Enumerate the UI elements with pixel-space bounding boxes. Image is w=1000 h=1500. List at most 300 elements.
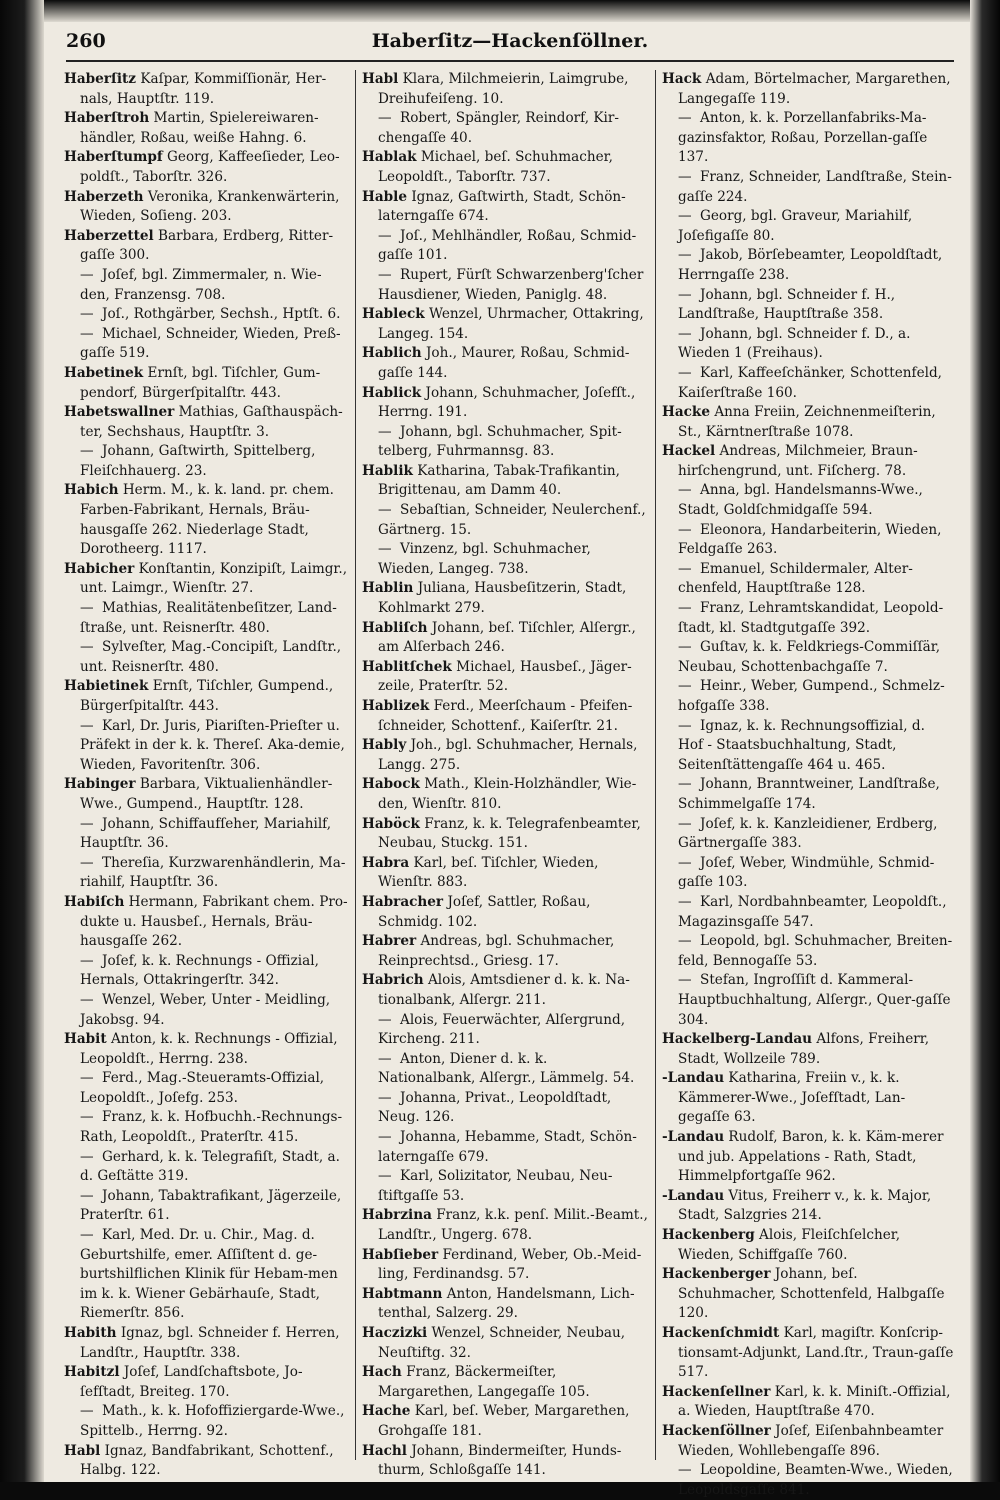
entry-details: Franz, Schneider, Landſtraße, Stein-gaſſe 224.	[678, 168, 952, 205]
entry-details: Anton, k. k. Rechnungs - Offizial, Leopoldſt., Herrng. 238.	[80, 1031, 338, 1067]
directory-entry	[64, 70, 350, 109]
entry-surname: Habl	[362, 71, 399, 87]
entry-details: Alfons, Freiherr, Stadt, Wollzeile 789.	[678, 1031, 930, 1067]
entry-dash: —	[80, 306, 94, 323]
entry-details: Joſef, Eiſenbahnbeamter Wieden, Wohllebengaſſe 896.	[678, 1422, 944, 1459]
entry-details: Joſef, k. k. Kanzleidiener, Erdberg, Gärtnergaſſe 383.	[678, 815, 938, 852]
entry-details: Eleonora, Handarbeiterin, Wieden, Feldgaſſe 263.	[678, 521, 942, 558]
entry-surname: Hable	[362, 188, 407, 205]
entry-surname: Hack	[662, 71, 702, 87]
entry-dash: —	[678, 717, 692, 734]
entry-dash: —	[378, 1050, 392, 1067]
directory-entry	[64, 364, 350, 403]
directory-entry	[662, 481, 954, 520]
entry-details: Joh., bgl. Schuhmacher, Hernals, Langg. 275.	[378, 737, 638, 773]
entry-details: Martin, Spielereiwaren-händler, Roßau, weiße Hahng. 6.	[80, 110, 319, 146]
directory-entry	[362, 658, 648, 697]
directory-entry	[662, 109, 954, 168]
entry-details: Robert, Spängler, Reindorf, Kir-chengaſſe 40.	[378, 110, 619, 146]
directory-entry	[362, 70, 648, 109]
running-title: Haberſitz—Hackenſöllner.	[371, 30, 649, 52]
entry-surname: Habetswallner	[64, 404, 175, 421]
directory-entry	[662, 521, 954, 560]
directory-entry	[362, 305, 648, 344]
entry-dash: —	[378, 266, 392, 283]
directory-entry	[362, 932, 648, 971]
directory-entry	[362, 775, 648, 814]
entry-details: Karl, beſ. Tiſchler, Wieden, Wienſtr. 883.	[378, 854, 599, 891]
entry-dash: —	[678, 110, 692, 127]
entry-details: Johann, Gaſtwirth, Spittelberg, Fleiſchhauerg. 23.	[80, 443, 316, 479]
entry-details: Karl, magiſtr. Konſcrip-tionsamt-Adjunkt, Land.ſtr., Traun-gaſſe 517.	[678, 1325, 954, 1381]
directory-entry	[362, 619, 648, 658]
entry-surname: Habſieber	[362, 1246, 439, 1263]
entry-surname: Hache	[362, 1403, 411, 1420]
entry-details: Johann, bgl. Schuhmacher, Spit-telberg, Fuhrmannsg. 83.	[378, 423, 622, 460]
entry-dash: —	[678, 247, 692, 264]
directory-entry	[662, 893, 954, 932]
directory-entry	[662, 1324, 954, 1383]
entry-surname: Haberſitz	[64, 71, 136, 87]
entry-details: Anton, Handelsmann, Lich-tenthal, Salzerg. 29.	[378, 1285, 635, 1322]
entry-details: Wenzel, Weber, Unter - Meidling, Jakobsg. 94.	[80, 991, 331, 1028]
entry-surname: Hackel	[662, 443, 716, 460]
directory-entry	[662, 815, 954, 854]
entry-details: Karl, Nordbahnbeamter, Leopoldſt., Magazinsgaſſe 547.	[678, 893, 947, 930]
directory-entry	[64, 1108, 350, 1147]
entry-surname: Hablizek	[362, 698, 430, 714]
entry-surname: Habrich	[362, 972, 424, 989]
entry-surname: Habrer	[362, 933, 417, 950]
directory-entry	[64, 1363, 350, 1402]
entry-details: Katharina, Tabak-Trafikantin, Brigittenau, am Damm 40.	[378, 462, 620, 499]
entry-details: Klara, Milchmeierin, Laimgrube, Dreihufeiſeng. 10.	[378, 71, 629, 107]
entry-details: Joſef, bgl. Zimmermaler, n. Wie-den, Franzensg. 708.	[80, 266, 322, 303]
entry-surname: Hackenſöllner	[662, 1422, 771, 1439]
directory-entry	[362, 815, 648, 854]
entry-details: Joſ., Rothgärber, Sechsh., Hptſt. 6.	[102, 306, 341, 323]
entry-details: Veronika, Krankenwärterin, Wieden, Soſieng. 203.	[80, 188, 340, 225]
entry-surname: Hableck	[362, 306, 425, 323]
directory-entry	[662, 403, 954, 442]
scan-right-edge	[970, 0, 1000, 1482]
entry-details: Franz, Lehramtskandidat, Leopold-ſtadt, kl. Stadtgutgaſſe 392.	[678, 600, 944, 636]
directory-entry	[64, 854, 350, 893]
entry-details: Georg, Kaffeeſieder, Leo-poldſt., Taborſtr. 326.	[80, 149, 340, 185]
entry-surname: Habith	[64, 1325, 117, 1341]
directory-entry	[64, 638, 350, 677]
page-header	[66, 30, 954, 62]
directory-entry	[662, 246, 954, 285]
entry-surname: Habock	[362, 776, 420, 793]
entry-details: Andreas, bgl. Schuhmacher, Reinprechtsd., Griesg. 17.	[378, 933, 615, 969]
entry-surname: Hablick	[362, 384, 422, 401]
entry-details: Rupert, Fürſt Schwarzenberg'ſcher Hausdiener, Wieden, Paniglg. 48.	[378, 266, 644, 303]
entry-details: Jakob, Börſebeamter, Leopoldſtadt, Herrngaſſe 238.	[678, 247, 943, 283]
directory-entry	[362, 266, 648, 305]
directory-entry	[662, 932, 954, 971]
directory-entry	[362, 1011, 648, 1050]
entry-details: Thereſia, Kurzwarenhändlerin, Ma-riahilf, Hauptſtr. 36.	[80, 854, 346, 891]
entry-details: Johann, beſ. Schuhmacher, Schottenfeld, Halbgaſſe 120.	[678, 1266, 945, 1322]
directory-entry	[662, 638, 954, 677]
entry-details: Herm. M., k. k. land. pr. chem. Farben-Fabrikant, Hernals, Bräu-hausgaſſe 262. Niederlage Stadt, Dorotheerg. 1117.	[80, 482, 334, 558]
entry-details: Ernſt, bgl. Tiſchler, Gum-pendorf, Bürgerſpitalſtr. 443.	[80, 364, 321, 401]
entry-details: Rudolf, Baron, k. k. Käm-merer und jub. Appelations - Rath, Stadt, Himmelpfortgaſſe 962.	[678, 1129, 944, 1185]
entry-surname: Hably	[362, 737, 407, 754]
entry-surname: Habliſch	[362, 619, 428, 636]
entry-details: Adam, Börtelmacher, Margarethen, Langegaſſe 119.	[678, 71, 951, 107]
entry-dash: —	[678, 208, 692, 225]
directory-entry	[64, 815, 350, 854]
directory-entry	[362, 579, 648, 618]
directory-entry	[662, 325, 954, 364]
entry-details: Alois, Fleiſchſelcher, Wieden, Schiffgaſſe 760.	[678, 1227, 901, 1263]
entry-details: Anna, bgl. Handelsmanns-Wwe., Stadt, Goldſchmidgaſſe 594.	[678, 482, 923, 519]
entry-dash: —	[678, 815, 692, 832]
entry-details: Vitus, Freiherr v., k. k. Major, Stadt, Salzgries 214.	[678, 1187, 932, 1224]
directory-column-1	[64, 70, 350, 1479]
entry-dash: —	[678, 678, 692, 695]
entry-surname: Habra	[362, 854, 410, 871]
entry-surname: Haberzettel	[64, 227, 154, 244]
directory-entry	[64, 1148, 350, 1187]
directory-column-2	[362, 70, 648, 1479]
directory-entry	[662, 1461, 954, 1500]
entry-details: Alois, Feuerwächter, Alſergrund, Kircheng. 211.	[378, 1011, 626, 1048]
directory-entry	[362, 344, 648, 383]
entry-details: Johann, Branntweiner, Landſtraße, Schimmelgaſſe 174.	[678, 776, 940, 812]
directory-entry	[362, 462, 648, 501]
entry-surname: Hablik	[362, 462, 413, 479]
entry-details: Michael, beſ. Schuhmacher, Leopoldſt., Taborſtr. 737.	[378, 149, 614, 185]
entry-details: Math., k. k. Hofoffiziergarde-Wwe., Spittelb., Herrng. 92.	[80, 1403, 345, 1439]
column-divider	[355, 70, 356, 1460]
entry-details: Johann, bgl. Schneider f. D., a. Wieden 1 (Freihaus).	[678, 325, 911, 362]
entry-surname: Habl	[64, 1442, 101, 1459]
directory-entry	[362, 148, 648, 187]
entry-dash: —	[678, 325, 692, 342]
entry-dash: —	[80, 1109, 94, 1126]
directory-entry	[362, 501, 648, 540]
directory-entry	[662, 1069, 954, 1128]
directory-entry	[362, 1324, 648, 1363]
directory-entry	[362, 1206, 648, 1245]
directory-entry	[662, 775, 954, 814]
directory-entry	[362, 736, 648, 775]
directory-entry	[662, 854, 954, 893]
entry-surname: Hach	[362, 1364, 402, 1381]
entry-surname: Habich	[64, 482, 119, 499]
entry-details: Heinr., Weber, Gumpend., Schmelz-hofgaſſe 338.	[678, 678, 945, 714]
directory-entry	[362, 423, 648, 462]
entry-surname: Haberſtumpf	[64, 149, 163, 166]
entry-details: Wenzel, Schneider, Neubau, Neuſtiftg. 32.	[378, 1325, 626, 1361]
entry-details: Ignaz, Bandfabrikant, Schottenf., Halbg. 122.	[80, 1442, 334, 1479]
directory-entry	[362, 1402, 648, 1441]
directory-entry	[64, 1402, 350, 1441]
entry-details: Kaſpar, Kommiſſionär, Her-nals, Hauptſtr. 119.	[80, 71, 327, 107]
directory-entry	[662, 1226, 954, 1265]
entry-dash: —	[80, 815, 94, 832]
entry-details: Karl, Kaffeeſchänker, Schottenfeld, Kaiſerſtraße 160.	[678, 364, 942, 401]
entry-details: Karl, Solizitator, Neubau, Neu-ſtiftgaſſe 53.	[378, 1168, 613, 1204]
directory-entry	[64, 325, 350, 364]
entry-details: Joſef, Landſchaftsbote, Jo-ſefſtadt, Breiteg. 170.	[80, 1364, 303, 1400]
entry-surname: Haczizki	[362, 1325, 428, 1341]
entry-dash: —	[80, 1227, 94, 1244]
entry-dash: —	[378, 1129, 392, 1146]
directory-entry	[64, 717, 350, 776]
entry-dash: —	[678, 1462, 692, 1479]
directory-entry	[64, 227, 350, 266]
entry-surname: Haberſtroh	[64, 110, 150, 127]
entry-surname: Hacke	[662, 404, 710, 421]
entry-surname: Habtmann	[362, 1285, 443, 1302]
entry-details: Anton, Diener d. k. k. Nationalbank, Alſergr., Lämmelg. 54.	[378, 1050, 635, 1087]
directory-entry	[662, 971, 954, 1030]
column-divider	[655, 70, 656, 1460]
directory-entry	[64, 1442, 350, 1481]
entry-dash: —	[80, 443, 94, 460]
directory-entry	[362, 1442, 648, 1481]
entry-dash: —	[80, 717, 94, 734]
entry-surname: Habietinek	[64, 678, 149, 695]
entry-surname: Habit	[64, 1031, 107, 1048]
entry-dash: —	[80, 952, 94, 969]
entry-surname: -Landau	[662, 1187, 725, 1204]
entry-details: Karl, k. k. Miniſt.-Offizial, a. Wieden, Hauptſtraße 470.	[678, 1383, 951, 1420]
entry-details: Johann, Schiffaufſeher, Mariahilf, Hauptſtr. 36.	[80, 815, 332, 852]
directory-entry	[64, 1069, 350, 1108]
directory-entry	[662, 442, 954, 481]
entry-surname: Habitzl	[64, 1364, 120, 1381]
entry-details: Ferd., Meerſchaum - Pfeifen-ſchneider, Schottenf., Kaiſerſtr. 21.	[378, 698, 633, 734]
directory-entry	[362, 540, 648, 579]
directory-entry	[64, 677, 350, 716]
entry-surname: Habicher	[64, 560, 135, 577]
entry-details: Ignaz, bgl. Schneider f. Herren, Landſtr., Hauptſtr. 338.	[80, 1325, 340, 1361]
directory-entry	[662, 1187, 954, 1226]
entry-details: Michael, Hausbeſ., Jäger-zeile, Praterſtr. 52.	[378, 658, 632, 695]
entry-surname: Hablin	[362, 580, 414, 597]
entry-surname: Hackenberg	[662, 1227, 755, 1244]
entry-details: Joh., Maurer, Roßau, Schmid-gaſſe 144.	[378, 345, 630, 381]
entry-surname: Habrzina	[362, 1207, 432, 1224]
directory-entry	[362, 893, 648, 932]
entry-surname: Habracher	[362, 893, 444, 910]
entry-dash: —	[678, 482, 692, 499]
entry-details: Joſef, Sattler, Roßau, Schmidg. 102.	[378, 893, 591, 930]
directory-entry	[362, 1089, 648, 1128]
directory-entry	[362, 1246, 648, 1285]
entry-details: Johann, bgl. Schneider f. H., Landſtraße, Hauptſtraße 358.	[678, 286, 896, 323]
directory-entry	[662, 677, 954, 716]
entry-dash: —	[80, 266, 94, 283]
directory-entry	[362, 971, 648, 1010]
entry-details: Ferd., Mag.-Steueramts-Offizial, Leopoldſt., Joſefg. 253.	[80, 1070, 325, 1106]
directory-entry	[362, 1167, 648, 1206]
entry-dash: —	[378, 1168, 392, 1185]
directory-entry	[362, 1363, 648, 1402]
entry-dash: —	[80, 1148, 94, 1165]
entry-surname: Haberzeth	[64, 188, 144, 205]
entry-surname: Hablich	[362, 345, 422, 362]
entry-dash: —	[678, 600, 692, 617]
directory-entry	[64, 775, 350, 814]
entry-dash: —	[80, 1187, 94, 1204]
entry-dash: —	[678, 286, 692, 303]
entry-dash: —	[378, 227, 392, 244]
directory-entry	[662, 364, 954, 403]
entry-details: Barbara, Viktualienhändler-Wwe., Gumpend., Hauptſtr. 128.	[80, 776, 333, 812]
entry-details: Juliana, Hausbeſitzerin, Stadt, Kohlmarkt 279.	[378, 580, 627, 617]
entry-details: Wenzel, Uhrmacher, Ottakring, Langeg. 154.	[378, 306, 644, 342]
entry-details: Konſtantin, Konzipiſt, Laimgr., unt. Laimgr., Wienſtr. 27.	[80, 560, 348, 597]
directory-entry	[662, 207, 954, 246]
entry-dash: —	[80, 639, 94, 656]
entry-details: Barbara, Erdberg, Ritter-gaſſe 300.	[80, 227, 334, 264]
entry-dash: —	[378, 502, 392, 519]
entry-dash: —	[678, 776, 692, 793]
entry-dash: —	[678, 168, 692, 185]
page-number: 260	[66, 30, 106, 52]
entry-details: Franz, k.k. penſ. Milit.-Beamt., Landſtr., Ungerg. 678.	[378, 1207, 648, 1244]
directory-entry	[662, 599, 954, 638]
entry-dash: —	[80, 1070, 94, 1087]
entry-dash: —	[678, 560, 692, 577]
directory-entry	[64, 305, 350, 325]
entry-surname: Hackenſellner	[662, 1383, 771, 1400]
directory-entry	[362, 1285, 648, 1324]
entry-surname: -Landau	[662, 1129, 725, 1146]
scan-left-edge	[0, 0, 44, 1482]
entry-dash: —	[378, 541, 392, 558]
entry-details: Leopold, bgl. Schuhmacher, Breiten-feld, Bennogaſſe 53.	[678, 933, 953, 969]
directory-entry	[64, 403, 350, 442]
entry-details: Mathias, Gaſthauspäch-ter, Sechshaus, Hauptſtr. 3.	[80, 404, 343, 440]
entry-details: Johanna, Hebamme, Stadt, Schön-laterngaſſe 679.	[378, 1129, 637, 1165]
entry-surname: Hachl	[362, 1442, 407, 1459]
entry-details: Johanna, Privat., Leopoldſtadt, Neug. 126.	[378, 1089, 612, 1126]
entry-dash: —	[678, 364, 692, 381]
entry-details: Franz, k. k. Hofbuchh.-Rechnungs-Rath, Leopoldſt., Praterſtr. 415.	[80, 1109, 343, 1146]
directory-entry	[662, 560, 954, 599]
entry-details: Ignaz, k. k. Rechnungsoffizial, d. Hof - Staatsbuchhaltung, Stadt, Seitenſtättengaſſe 464 u. 465.	[678, 717, 925, 773]
directory-entry	[64, 1030, 350, 1069]
directory-entry	[64, 442, 350, 481]
entry-dash: —	[80, 991, 94, 1008]
entry-details: Ernſt, Tiſchler, Gumpend., Bürgerſpitalſtr. 443.	[80, 678, 334, 714]
directory-entry	[362, 188, 648, 227]
entry-details: Gerhard, k. k. Telegrafiſt, Stadt, a. d. Geſtätte 319.	[80, 1148, 340, 1185]
directory-column-3	[662, 70, 954, 1498]
entry-details: Ferdinand, Weber, Ob.-Meid-ling, Ferdinandsg. 57.	[378, 1246, 642, 1283]
entry-dash: —	[80, 600, 94, 617]
directory-entry	[662, 1265, 954, 1324]
directory-entry	[662, 717, 954, 776]
directory-entry	[362, 697, 648, 736]
entry-dash: —	[678, 521, 692, 538]
entry-details: Vinzenz, bgl. Schuhmacher, Wieden, Langeg. 738.	[378, 541, 591, 577]
entry-dash: —	[378, 423, 392, 440]
entry-dash: —	[678, 893, 692, 910]
directory-entry	[662, 1422, 954, 1461]
entry-surname: Hackenberger	[662, 1266, 771, 1283]
entry-dash: —	[678, 854, 692, 871]
directory-entry	[362, 384, 648, 423]
directory-entry	[662, 1383, 954, 1422]
entry-details: Leopoldine, Beamten-Wwe., Wieden, Leopoldsgaſſe 841.	[678, 1462, 953, 1498]
entry-surname: Hackenſchmidt	[662, 1325, 780, 1341]
directory-entry	[64, 560, 350, 599]
directory-entry	[662, 70, 954, 109]
entry-details: Emanuel, Schildermaler, Alter-chenfeld, Hauptſtraße 128.	[678, 560, 913, 597]
directory-entry	[362, 109, 648, 148]
directory-entry	[64, 952, 350, 991]
entry-dash: —	[678, 933, 692, 950]
entry-details: Franz, Bäckermeiſter, Margarethen, Langegaſſe 105.	[378, 1364, 590, 1400]
entry-details: Michael, Schneider, Wieden, Preß-gaſſe 519.	[80, 325, 341, 362]
entry-dash: —	[80, 1403, 94, 1420]
entry-details: Guſtav, k. k. Feldkriegs-Commiſſär, Neubau, Schottenbachgaſſe 7.	[678, 639, 941, 675]
directory-entry	[662, 286, 954, 325]
entry-details: Sebaſtian, Schneider, Neulerchenf., Gärtnerg. 15.	[378, 502, 646, 538]
entry-details: Andreas, Milchmeier, Braun-hirſchengrund, unt. Fiſcherg. 78.	[678, 443, 918, 479]
entry-details: Johann, beſ. Tiſchler, Alſergr., am Alſerbach 246.	[378, 619, 636, 656]
entry-details: Johann, Bindermeiſter, Hunds-thurm, Schloßgaſſe 141.	[378, 1442, 622, 1479]
directory-entry	[64, 481, 350, 559]
directory-entry	[64, 1187, 350, 1226]
entry-details: Katharina, Freiin v., k. k. Kämmerer-Wwe., Joſefſtadt, Lan-gegaſſe 63.	[678, 1070, 906, 1126]
entry-details: Ignaz, Gaſtwirth, Stadt, Schön-laterngaſſe 674.	[378, 188, 626, 225]
entry-details: Karl, Med. Dr. u. Chir., Mag. d. Geburtshilfe, emer. Aſſiſtent d. ge-burtshilflichen Klinik für Hebam-men im k. k. Wiener Gebärhauſe, Stadt, Riemerſtr. 856.	[80, 1227, 338, 1322]
entry-surname: Hackelberg-Landau	[662, 1031, 813, 1048]
directory-entry	[662, 168, 954, 207]
entry-dash: —	[678, 639, 692, 656]
entry-surname: Habinger	[64, 776, 136, 793]
entry-details: Joſ., Mehlhändler, Roßau, Schmid-gaſſe 101.	[378, 227, 637, 264]
entry-surname: Habetinek	[64, 364, 144, 381]
entry-surname: Hablitſchek	[362, 658, 452, 675]
entry-surname: Haböck	[362, 815, 420, 832]
directory-entry	[362, 854, 648, 893]
entry-dash: —	[378, 1089, 392, 1106]
entry-dash: —	[80, 325, 94, 342]
directory-entry	[64, 1226, 350, 1324]
directory-entry	[362, 1128, 648, 1167]
entry-surname: Hablak	[362, 149, 417, 166]
directory-entry	[64, 599, 350, 638]
scan-top-edge	[0, 0, 1000, 22]
entry-details: Karl, Dr. Juris, Piariſten-Prieſter u. Präfekt in der k. k. Thereſ. Aka-demie, Wieden, Favoritenſtr. 306.	[80, 717, 345, 773]
directory-entry	[662, 1030, 954, 1069]
directory-entry	[64, 893, 350, 952]
directory-entry	[64, 991, 350, 1030]
entry-details: Hermann, Fabrikant chem. Pro-dukte u. Hausbeſ., Hernals, Bräu-hausgaſſe 262.	[80, 893, 348, 950]
directory-entry	[362, 1050, 648, 1089]
entry-surname: -Landau	[662, 1070, 725, 1087]
directory-entry	[64, 188, 350, 227]
entry-surname: Habiſch	[64, 893, 125, 910]
entry-dash: —	[378, 1011, 392, 1028]
entry-details: Stefan, Ingroſſiſt d. Kammeral-Hauptbuchhaltung, Alſergr., Quer-gaſſe 304.	[678, 972, 951, 1028]
entry-details: Joſef, Weber, Windmühle, Schmid-gaſſe 103.	[678, 854, 935, 891]
directory-entry	[64, 109, 350, 148]
entry-details: Anton, k. k. Porzellanfabriks-Ma-gazinsfaktor, Roßau, Porzellan-gaſſe 137.	[678, 110, 928, 166]
entry-details: Math., Klein-Holzhändler, Wie-den, Wienſtr. 810.	[378, 776, 637, 812]
entry-dash: —	[378, 110, 392, 127]
